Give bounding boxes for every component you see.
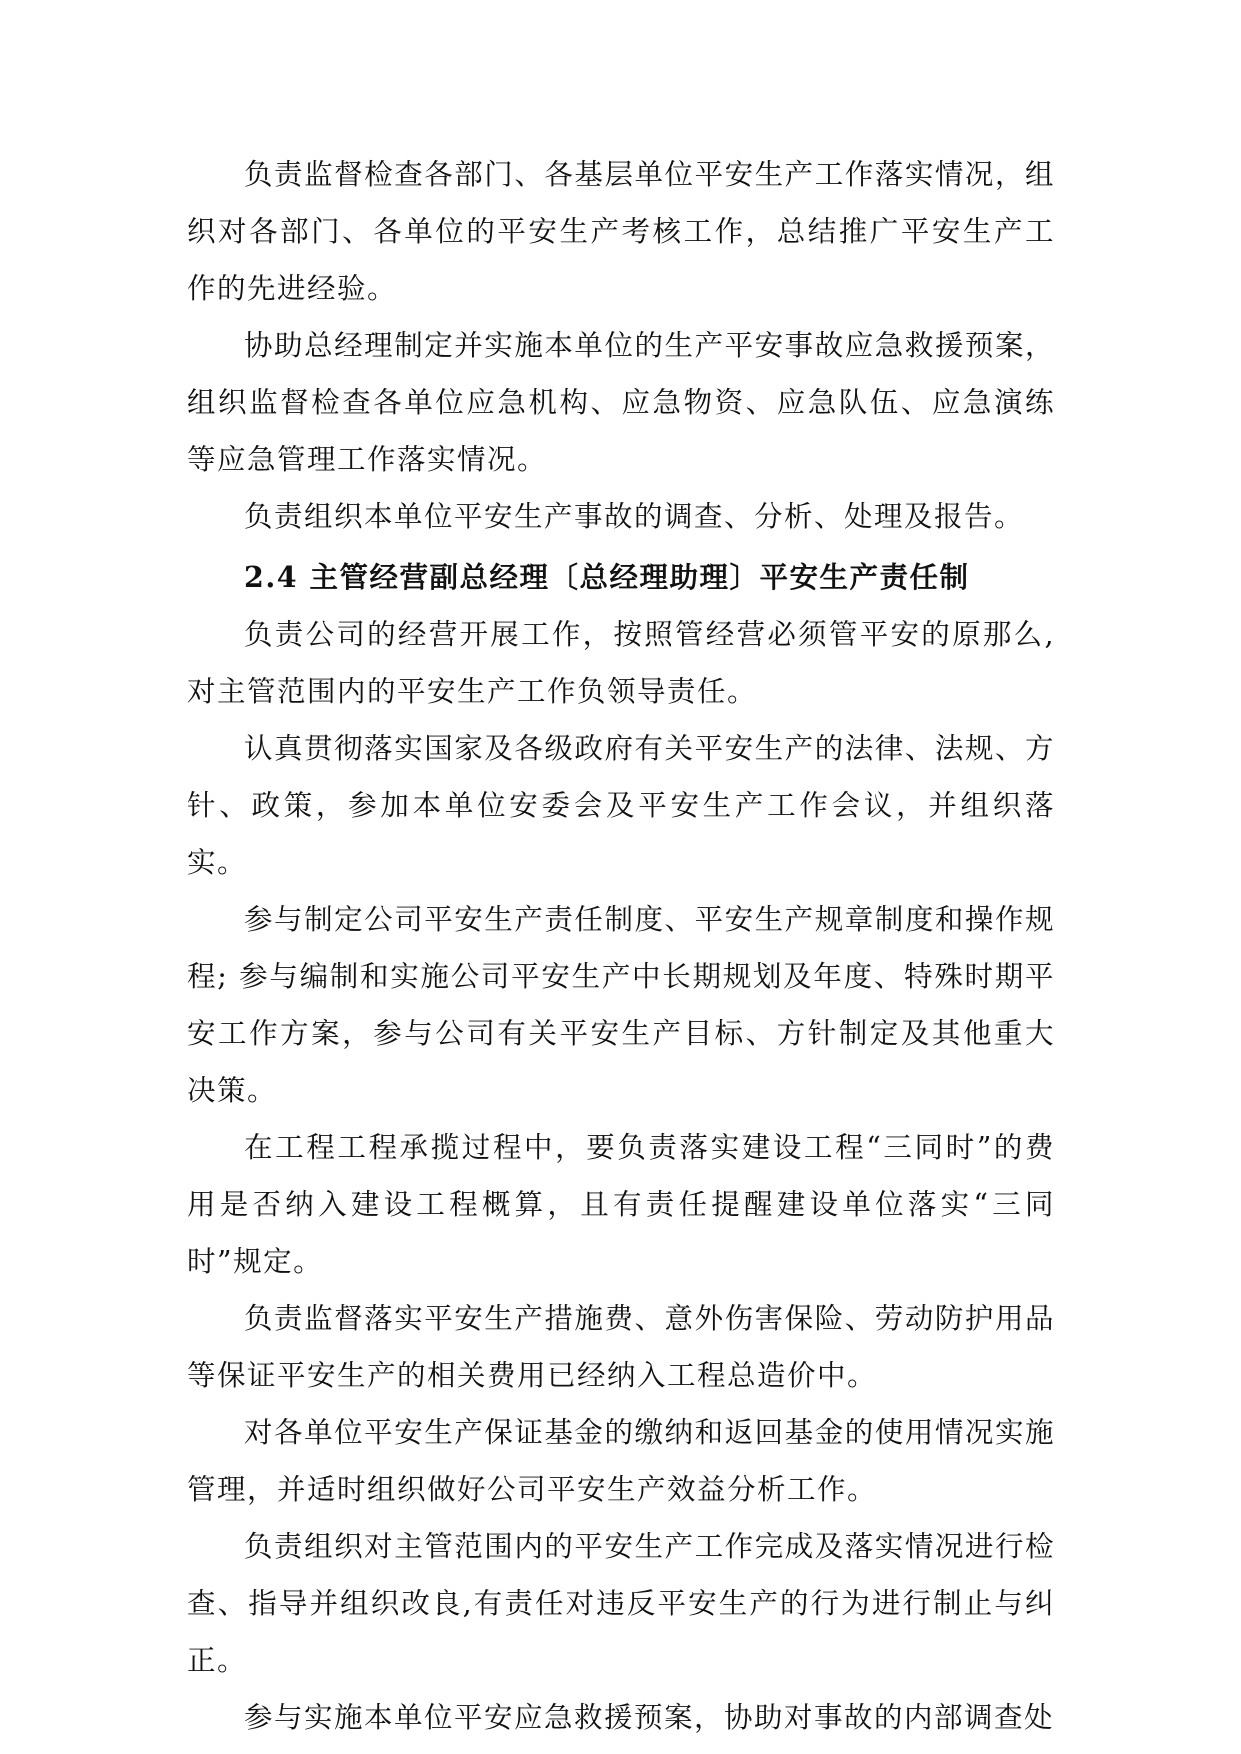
paragraph-emergency-plan: 协助总经理制定并实施本单位的生产平安事故应急救援预案，组织监督检查各单位应急机构、应急物资、应急队伍、应急演练等应急管理工作落实情况。 — [187, 329, 1055, 476]
paragraph-inspection-guidance: 负责组织对主管范围内的平安生产工作完成及落实情况进行检查、指导并组织改良,有责任对违反平安生产的行为进行制止与纠正。 — [187, 1530, 1055, 1677]
paragraph-three-simultaneous: 在工程工程承揽过程中，要负责落实建设工程“三同时”的费用是否纳入建设工程概算，且有责任提醒建设单位落实“三同时”规定。 — [187, 1131, 1055, 1278]
paragraph-guarantee-fund: 对各单位平安生产保证基金的缴纳和返回基金的使用情况实施管理，并适时组织做好公司平安生产效益分析工作。 — [187, 1416, 1055, 1506]
paragraph-business-responsibility: 负责公司的经营开展工作，按照管经营必须管平安的原那么,对主管范围内的平安生产工作负领导责任。 — [187, 618, 1055, 708]
paragraph-emergency-participation: 参与实施本单位平安应急救援预案，协助对事故的内部调查处 — [244, 1701, 1055, 1734]
paragraph-participate-rules: 参与制定公司平安生产责任制度、平安生产规章制度和操作规程; 参与编制和实施公司平安生产中长期规划及年度、特殊时期平安工作方案，参与公司有关平安生产目标、方针制定及其他重大决策。 — [187, 903, 1055, 1107]
section-heading: 2.4 主管经营副总经理〔总经理助理〕平安生产责任制 — [244, 560, 970, 594]
paragraph-implement-policies: 认真贯彻落实国家及各级政府有关平安生产的法律、法规、方针、政策，参加本单位安委会及平安生产工作会议，并组织落实。 — [187, 732, 1055, 879]
document-body — [187, 146, 1055, 1746]
paragraph-accident-investigation: 负责组织本单位平安生产事故的调查、分析、处理及报告。 — [244, 500, 1025, 533]
paragraph-safety-costs: 负责监督落实平安生产措施费、意外伤害保险、劳动防护用品等保证平安生产的相关费用已经纳入工程总造价中。 — [187, 1302, 1055, 1392]
paragraph-supervise-inspection: 负责监督检查各部门、各基层单位平安生产工作落实情况，组织对各部门、各单位的平安生产考核工作，总结推广平安生产工作的先进经验。 — [187, 158, 1055, 305]
